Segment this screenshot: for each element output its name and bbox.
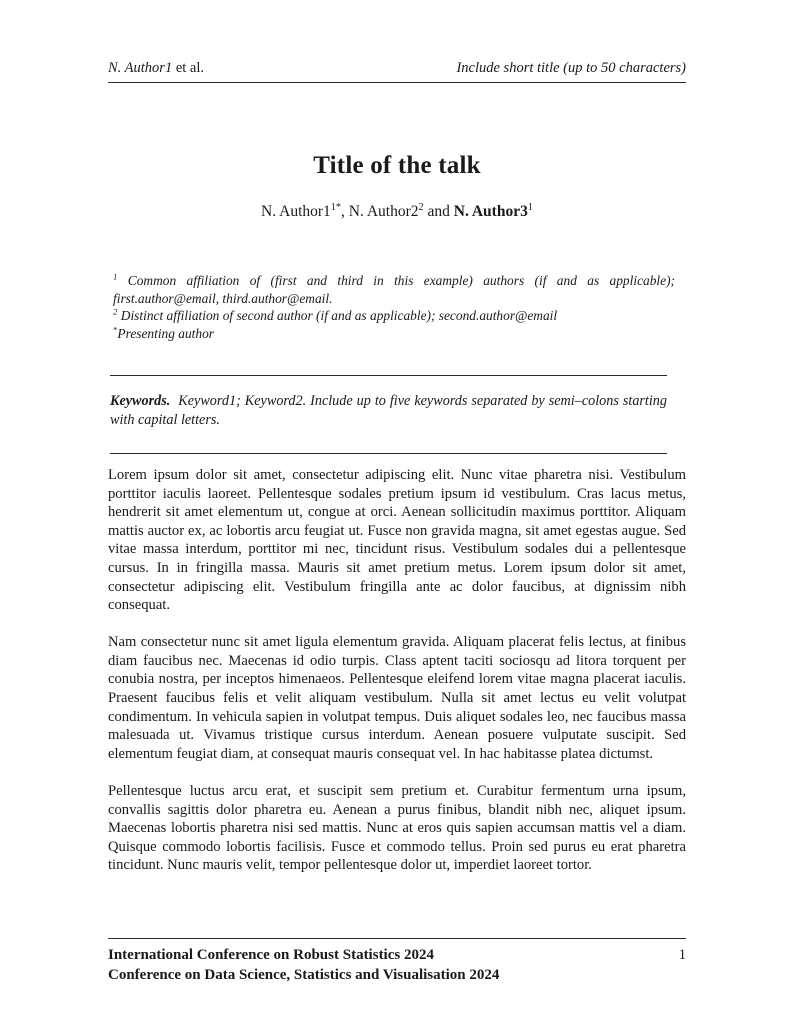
keywords-label: Keywords. [110,393,171,409]
body-paragraph-2: Nam consectetur nunc sit amet ligula elementum gravida. Aliquam placerat felis lectus, at finibus diam faucibus nec. Maecenas id odio turpis. Class aptent taciti sociosqu ad litora torquent per conubia nostra, per inceptos himenaeos. Pellentesque eleifend lorem vitae magna placerat iaculis. Praesent faucibus felis et velit aliquam vestibulum. Nulla sit amet lectus eu velit volutpat condimentum. In vehicula sapien in volutpat tempus. Duis aliquet sodales leo, nec faucibus massa malesuada ut. Vivamus tristique cursus interdum. Aenean posuere vulputate suscipit. Sed elementum feugiat diam, at consequat mauris consequat vel. In hac habitasse platea dictumst. [108,634,686,762]
running-head [108,60,686,83]
keywords-block [110,392,667,430]
footer-rule [108,938,686,939]
author-3-marks: 1 [527,201,533,213]
author-1-name: N. Author1 [261,203,331,220]
affiliation-line-2 [113,307,675,325]
author-2-name: N. Author2 [348,203,419,220]
affiliation-mark-2: 2 [113,306,118,317]
author-3-name: N. Author3 [453,203,528,220]
affiliation-mark-1: 1 [113,271,118,282]
affiliation-text-1: Common affiliation of (first and third in this example) authors (if and as applicable); first.author@email, third.author@email. [113,273,675,306]
author-conjunction: and [423,203,454,220]
author-2-marks: 2 [418,201,424,213]
page-title: Title of the talk [313,152,481,179]
author-separator-1: , [341,203,349,220]
affiliation-block [113,272,675,342]
presenting-author-text: Presenting author [117,325,215,341]
page-number: 1 [678,947,686,963]
running-head-author: N. Author1 [108,60,173,76]
keywords-rule-top [110,375,667,376]
presenting-author-mark: * [113,324,118,335]
keywords-rule-bottom [110,453,667,454]
footer-conference-line-2: Conference on Data Science, Statistics and Visualisation 2024 [108,967,500,983]
author-list [108,203,686,221]
body-paragraph-1: Lorem ipsum dolor sit amet, consectetur adipiscing elit. Nunc vitae pharetra nisi. Vestibulum porttitor iaculis laoreet. Pellentesque sodales pretium ipsum id vestibulum. Cras lacus metus, hendrerit sit amet elementum ut, congue at orci. Aenean sollicitudin maximus porttitor. Aliquam mattis auctor ex, ac lobortis arcu feugiat ut. Fusce non gravida magna, sit amet egestas augue. Sed vitae massa interdum, porttitor mi nec, tincidunt risus. Vestibulum sodales dui a pellentesque cursus. In in fringilla massa. Mauris sit amet pretium metus. Lorem ipsum dolor sit amet, consectetur adipiscing elit. Vestibulum fringilla ante ac dolor faucibus, at dignissim nibh consequat. [108,467,686,614]
body-text [108,466,686,875]
footer-row-1 [108,945,686,965]
keywords-text: Keyword1; Keyword2. Include up to five keywords separated by semi–colons starting with capital letters. [110,393,667,428]
author-1-marks: 1* [330,201,342,213]
footer-conference-line-1: International Conference on Robust Statistics 2024 [108,947,434,963]
affiliation-line-1 [113,272,675,307]
running-head-left [108,60,204,77]
running-head-right: Include short title (up to 50 characters) [456,60,686,76]
body-paragraph-3: Pellentesque luctus arcu erat, et suscipit sem pretium et. Curabitur fermentum urna ipsum, convallis sagittis dolor pharetra eu. Aenean a purus finibus, blandit nibh nec, aliquet ipsum. Maecenas lobortis pharetra nisi sed mattis. Nunc at eros quis sapien accumsan mattis vel a diam. Quisque commodo lobortis facilisis. Fusce et commodo tellus. Proin sed purus eu erat pharetra tincidunt. Nunc mauris velit, tempor pellentesque dolor ut, imperdiet laoreet tortor. [108,782,686,874]
affiliation-line-3 [113,325,675,343]
page-footer [108,945,686,985]
running-head-etal: et al. [172,60,205,76]
affiliation-text-2: Distinct affiliation of second author (if and as applicable); second.author@email [120,308,558,324]
